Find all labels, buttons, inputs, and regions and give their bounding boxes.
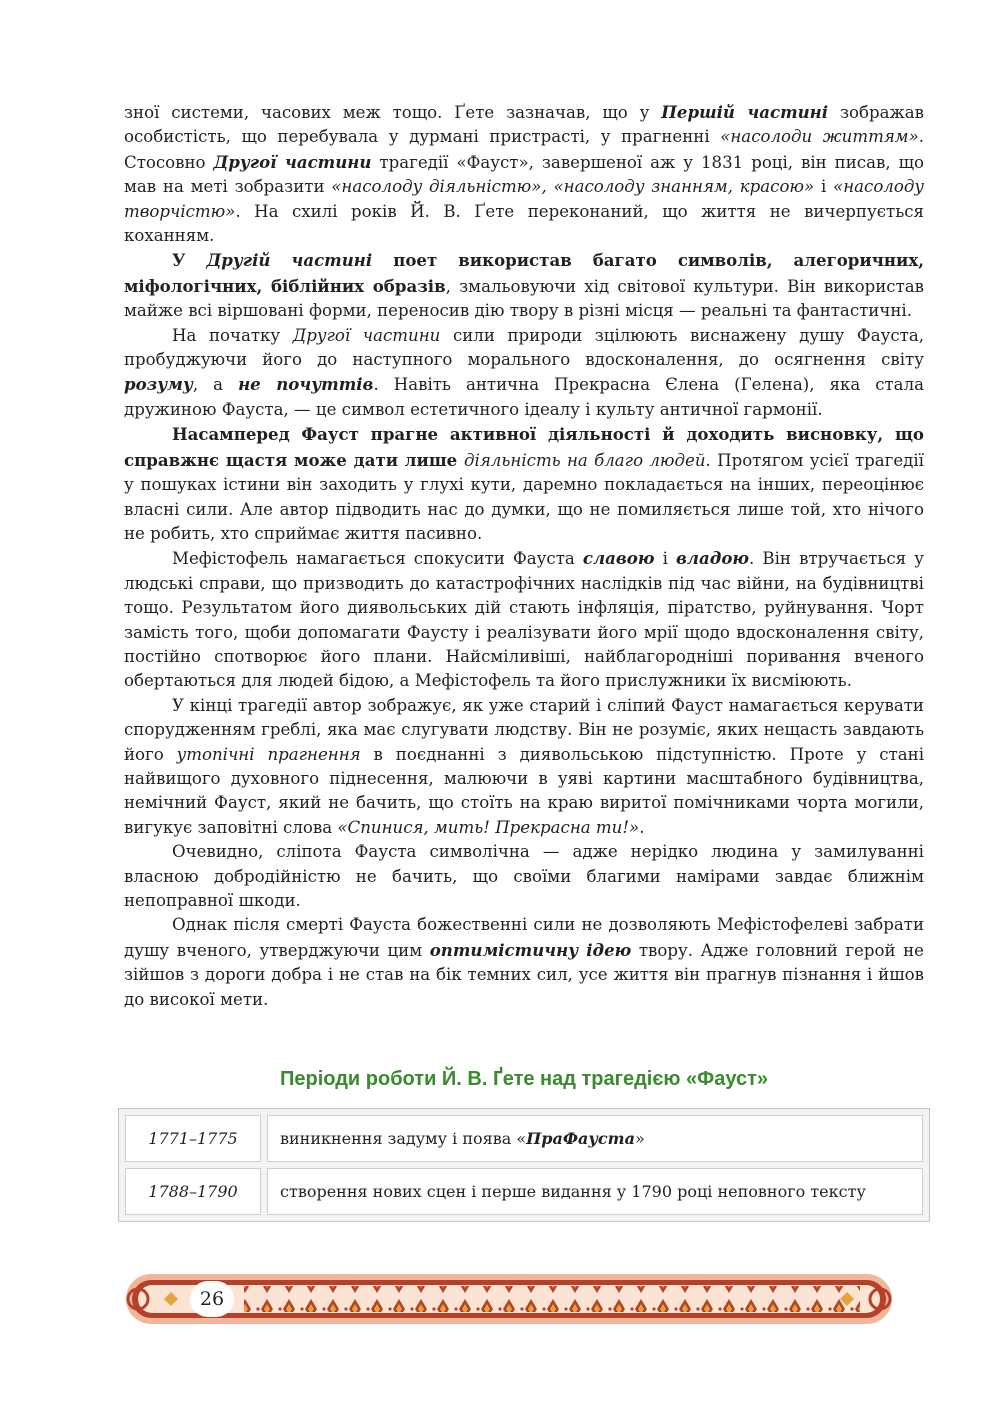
paragraph	[124, 248, 924, 323]
emphasized-text: не почуттів	[238, 374, 374, 395]
paragraph	[124, 913, 924, 1012]
text-run: сили природи зцілюють виснажену душу Фауста, пробуджуючи його до наступного морального вдосконалення, до осягнення світу	[124, 325, 924, 370]
text-run: зображав особистість, що перебувала у дурмані пристрасті, у прагненні	[124, 103, 924, 147]
text-run: і	[814, 177, 834, 197]
emphasized-text: «Спинися, мить! Прекрасна ти!»	[337, 817, 640, 837]
emphasized-text: оптимістичну ідею	[429, 939, 632, 960]
period-years: 1771–1775	[125, 1115, 261, 1162]
period-years: 1788–1790	[125, 1168, 261, 1215]
emphasized-text: «насолоду творчістю»	[124, 177, 925, 221]
emphasized-text: поет використав багато символів, алегоричних, міфологічних, біблійних образів	[124, 250, 924, 296]
text-run: в поєднанні з диявольською підступністю. Проте у стані найвищого духовного піднесення, малюючи в уяві картини масштабного будівництва, немічний Фауст, який не бачить, що стоїть на краю виритої помічниками чорта могили, вигукує заповітні слова	[124, 744, 924, 837]
text-run: трагедії «Фауст», завершеної аж у 1831 році, він писав, що мав на меті зобразити	[124, 152, 924, 197]
text-run: Очевидно, сліпота Фауста символічна — адже нерідко людина у замилуванні власною добродійністю не бачить, що своїми благими намірами завдає ближнім непоправної шкоди.	[124, 842, 924, 910]
text-run: , а	[192, 375, 239, 395]
table-title: Періоди роботи Й. В. Ґете над трагедією «Фауст»	[280, 1068, 768, 1090]
text-run: і	[654, 549, 676, 569]
emphasized-text: «насолоду діяльністю», «насолоду знанням, красою»	[331, 177, 815, 197]
text-run: У кінці трагедії автор зображує, як уже старий і сліпий Фауст намагається керувати спорудженням греблі, яка має слугувати людству. Він не розуміє, яких нещасть завдають його	[124, 695, 924, 764]
text-run: На початку	[172, 325, 293, 345]
emphasized-text: Насамперед Фауст прагне активної діяльності й доходить висновку, що справжнє щастя може дати лише	[124, 424, 924, 470]
emphasized-text: владою	[676, 548, 750, 569]
emphasized-text: розуму	[124, 374, 193, 395]
ornament-motif-strip	[244, 1286, 860, 1312]
emphasized-text: Другої частини	[292, 325, 441, 345]
emphasized-text: Другої частини	[213, 151, 372, 172]
emphasized-text: У	[172, 250, 207, 271]
period-description	[267, 1115, 923, 1162]
emphasized-text: славою	[582, 548, 655, 569]
text-run: . Він втручається у людські справи, що призводить до катастрофічних наслідків під час війни, на будівництві тощо. Результатом його диявольських дій стають інфляція, піратство, руйнування. Чорт замість того, щоби допомагати Фаусту і реалізувати його мрії щодо вдосконалення світу, постійно спотворює його плани. Найсміливіші, найблагородніші поривання вченого обертаються для людей бідою, а Мефістофель та його прислужники їх висміюють.	[124, 549, 925, 691]
paragraph	[124, 694, 924, 840]
description-text-end: »	[634, 1129, 645, 1148]
text-run: твору. Адже головний герой не зійшов з дороги добра і не став на бік темних сил, усе життя він прагнув пізнання і йшов до високої мети.	[124, 940, 924, 1009]
text-run: .	[639, 817, 645, 837]
table-row	[125, 1115, 923, 1162]
periods-table	[118, 1108, 930, 1222]
emphasized-text: Другій частині	[206, 250, 373, 271]
emphasized-text: діяльність на благо людей	[464, 450, 706, 470]
paragraph	[124, 324, 924, 423]
description-text: виникнення задуму і поява «	[280, 1129, 527, 1148]
text-run: . На схилі років Й. В. Ґете переконаний, що життя не вичерпується коханням.	[124, 201, 924, 246]
emphasized-text: утопічні прагнення	[176, 744, 361, 764]
body-text	[124, 100, 924, 1012]
emphasized-text: «насолоди життям»	[720, 127, 919, 147]
text-run: зної системи, часових меж тощо. Ґете зазначав, що у	[124, 103, 662, 122]
text-run: , змальовуючи хід світової культури. Він використав майже всі віршовані форми, переносив дію твору в різні місця — реальні та фантастичні.	[124, 276, 924, 321]
text-run: . Навіть антична Прекрасна Єлена (Гелена), яка стала дружиною Фауста, — це символ естетичного ідеалу і культу античної гармонії.	[124, 375, 925, 419]
period-description	[267, 1168, 923, 1215]
text-run: Мефістофель намагається спокусити Фауста	[172, 549, 583, 569]
paragraph	[124, 546, 924, 693]
page-number: 26	[190, 1281, 234, 1317]
text-run: . Протягом усієї трагедії у пошуках істини він заходить у глухі кути, даремно покладається на інших, переоцінює власні сили. Але автор підводить нас до думки, що не помиляється лише той, хто нічого не робить, хто сприймає життя пасивно.	[124, 450, 924, 543]
description-text: створення нових сцен і перше видання у 1790 році неповного тексту	[280, 1182, 866, 1201]
emphasized-text: Першій частині	[661, 102, 829, 122]
paragraph	[124, 422, 924, 546]
paragraph	[124, 840, 924, 913]
footer-ornament	[124, 1270, 894, 1328]
text-run: Однак після смерті Фауста божественні сили не дозволяють Мефістофелеві забрати душу вченого, утверджуючи цим	[124, 915, 924, 960]
text-run: . Стосовно	[124, 127, 924, 172]
description-emphasis: ПраФауста	[526, 1129, 635, 1148]
paragraph	[124, 100, 924, 248]
table-row	[125, 1168, 923, 1215]
